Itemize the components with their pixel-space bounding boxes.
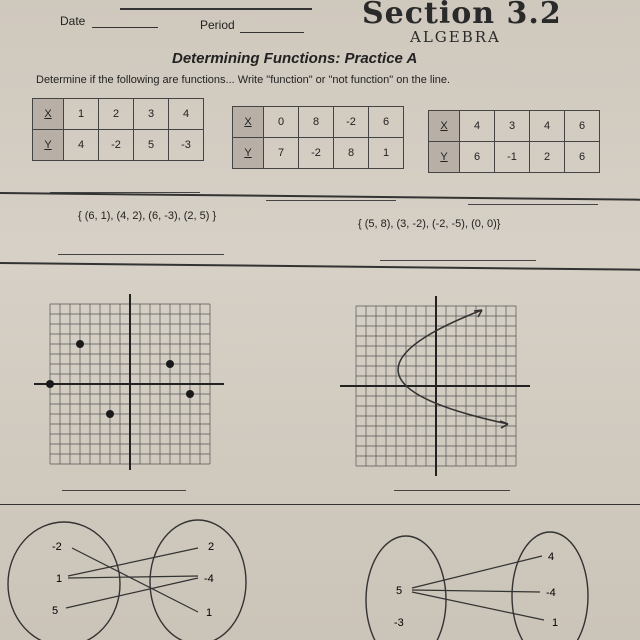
range-value: -4 [204,573,214,585]
answer-line-set-2[interactable] [380,260,536,261]
period-label: Period [200,18,235,32]
answer-line-table-3[interactable] [468,204,598,205]
table-cell: -2 [334,107,369,138]
section-title: Section 3.2 [362,0,562,31]
table-cell: 2 [530,142,565,173]
mapping-arrow [68,576,198,578]
range-oval [150,520,246,640]
period-line[interactable] [240,32,304,33]
worksheet-title: Determining Functions: Practice A [172,50,418,67]
scatter-graph [30,290,240,470]
table-row-x [33,99,204,130]
x-header: X [33,99,64,130]
date-label: Date [60,14,86,28]
table-cell: 8 [334,138,369,169]
range-value: -4 [546,587,556,599]
table-cell: -3 [169,130,204,161]
course-title: ALGEBRA [410,28,501,46]
table-cell: 5 [134,130,169,161]
answer-line-set-1[interactable] [58,254,224,255]
mapping-arrow [412,592,544,620]
table-cell: 8 [299,107,334,138]
graph-grid [340,296,530,476]
xy-table-3 [428,110,600,173]
domain-value: 1 [56,573,63,585]
scatter-point [46,380,54,388]
range-oval [512,532,588,640]
mapping-arrow [68,548,198,576]
range-value: 1 [552,617,559,629]
table-cell: 6 [460,142,495,173]
table-cell: 3 [134,99,169,130]
scatter-point [186,390,194,398]
relation-set-1: { (6, 1), (4, 2), (6, -3), (2, 5) } [78,210,217,222]
table-cell: 4 [460,111,495,142]
y-header: Y [33,130,64,161]
x-header: X [429,111,460,142]
table-row-y [33,130,204,161]
table-cell: -2 [299,138,334,169]
table-row-y [233,138,404,169]
arrowhead-icon [500,421,508,428]
graph-grid [34,294,224,470]
range-value: 1 [206,607,213,619]
table-row-x [233,107,404,138]
mapping-arrow [66,578,198,608]
domain-value: 5 [396,585,403,597]
y-header: Y [233,138,264,169]
table-cell: 2 [99,99,134,130]
domain-oval [8,522,120,640]
table-row-y [429,142,600,173]
table-cell: 4 [64,130,99,161]
answer-line-graph-1[interactable] [62,490,186,491]
table-cell: 4 [169,99,204,130]
parabola-graph [336,296,546,476]
domain-oval [366,536,446,640]
domain-value: 5 [52,605,59,617]
scatter-point [166,360,174,368]
relation-set-2: { (5, 8), (3, -2), (-2, -5), (0, 0)} [358,218,501,230]
scatter-point [106,410,114,418]
instructions: Determine if the following are functions... Write "function" or "not function" on the line. [36,74,451,86]
date-line[interactable] [92,27,158,28]
table-cell: 0 [264,107,299,138]
mapping-arrow [412,590,540,592]
scatter-point [76,340,84,348]
table-cell: 1 [369,138,404,169]
xy-table-2 [232,106,404,169]
table-cell: 7 [264,138,299,169]
x-header: X [233,107,264,138]
answer-line-table-2[interactable] [266,200,396,201]
table-cell: 3 [495,111,530,142]
table-cell: 4 [530,111,565,142]
table-cell: -2 [99,130,134,161]
table-cell: 1 [64,99,99,130]
section-divider [0,504,640,505]
y-header: Y [429,142,460,173]
mapping-diagrams [0,512,640,640]
table-cell: -1 [495,142,530,173]
xy-table-1 [32,98,204,161]
answer-line-graph-2[interactable] [394,490,510,491]
mapping-arrow [412,556,542,588]
table-cell: 6 [565,111,600,142]
domain-value: -3 [394,617,404,629]
parabola-curve [398,310,508,424]
table-cell: 6 [565,142,600,173]
table-row-x [429,111,600,142]
range-value: 2 [208,541,215,553]
domain-value: -2 [52,541,62,553]
table-cell: 6 [369,107,404,138]
range-value: 4 [548,551,555,563]
section-divider [0,262,640,271]
name-line[interactable] [120,8,312,10]
